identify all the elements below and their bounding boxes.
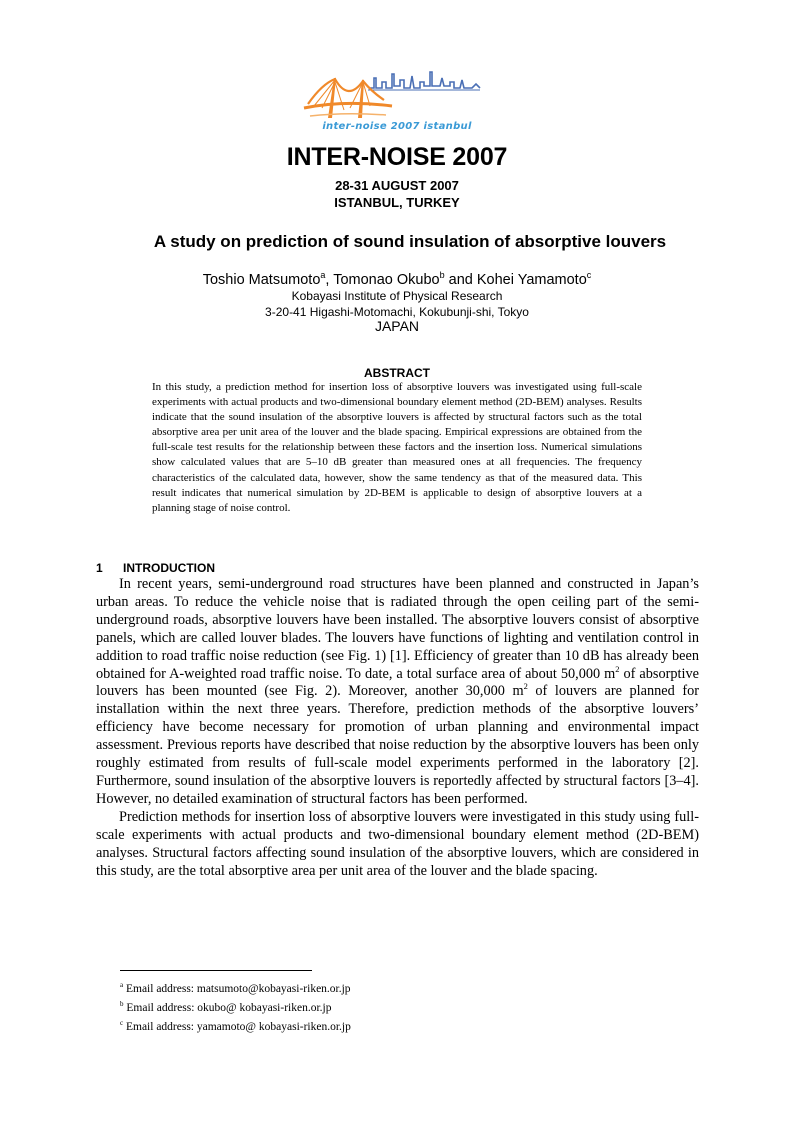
superscript: 2 (615, 663, 620, 674)
section-title: INTRODUCTION (123, 561, 215, 575)
footnote-mark: b (120, 999, 124, 1008)
country: JAPAN (374, 318, 420, 334)
superscript: 2 (523, 681, 528, 692)
affiliation: Kobayasi Institute of Physical Research (291, 289, 503, 303)
paper-title: A study on prediction of sound insulation of absorptive louvers (153, 232, 667, 251)
abstract-text: In this study, a prediction method for insertion loss of absorptive louvers was investigated using full-scale experiments with actual products and two-dimensional boundary element method (2D-BEM) analyses. Results indicate that the sound insulation of the absorptive louvers is affected by structural factors such as the total absorptive area per unit area of the louver and the blade spacing. Empirical expressions are obtained from the full-scale test results for the relationship between these factors and the insertion loss. Numerical simulations show calculated values that are 5–10 dB greater than measured ones at all frequencies. The frequency characteristics of the calculated data, however, show the same tendency as that of the measured data. This result indicates that numerical simulation by 2D-BEM is applicable to design of absorptive louvers at a planning stage of noise control. (152, 381, 642, 514)
paragraph-text: of absorptive louvers has been mounted (see Fig. 2). Moreover, another 30,000 m (96, 665, 699, 700)
logo-caption: inter-noise 2007 istanbul (322, 121, 472, 132)
footnote-divider (120, 970, 312, 971)
footnote-text: Email address: yamamoto@ kobayasi-riken.or.jp (123, 1020, 351, 1033)
paragraph: Prediction methods for insertion loss of absorptive louvers were investigated in this study using full-scale experiments with actual products and two-dimensional boundary element method (2D-BEM) analyses. Structural factors affecting sound insulation of the absorptive louvers, which are considered in this study, are the total absorptive area per unit area of the louver and the blade spacing. (96, 808, 699, 879)
author-name: Kohei Yamamoto (476, 271, 587, 288)
conference-dates: 28-31 AUGUST 2007 (335, 178, 459, 193)
footnote-mark: a (120, 981, 124, 989)
author-list (0, 270, 794, 288)
conference-title: INTER-NOISE 2007 (286, 143, 508, 171)
author-mark: c (586, 270, 592, 280)
footnote-text: Email address: okubo@ kobayasi-riken.or.jp (123, 1001, 332, 1014)
paragraph-text: In recent years, semi-underground road structures have been planned and constructed in Japan’s urban areas. To reduce the vehicle noise that is radiated through the open ceiling part of the semi-underground roads, absorptive louvers have been installed. The absorptive louvers consist of absorptive panels, which are called louver blades. The louvers have functions of lighting and ventilation control in addition to road traffic noise reduction (see Fig. 1) [1]. Efficiency of greater than 10 dB has already been obtained for A-weighted road traffic noise. To date, a total surface area of about 50,000 m (96, 576, 699, 682)
section-number: 1 (96, 561, 103, 575)
paragraph (96, 576, 699, 809)
author-name: Tomonao Okubo (333, 271, 440, 288)
paragraph-text: of louvers are planned for installation within the next three years. Therefore, prediction methods of the absorptive louvers’ efficiency have become necessary for promotion of urban planning and environmental impact assessment. Previous reports have described that noise reduction by the absorptive louvers has been only roughly estimated from results of full-scale model experiments performed in the laboratory [2]. Furthermore, sound insulation of the absorptive louvers is reportedly affected by structural factors [3–4]. However, no detailed examination of structural factors has been performed. (96, 683, 699, 807)
address: 3-20-41 Higashi-Motomachi, Kokubunji-shi, Tokyo (265, 305, 529, 319)
footnote-mark: c (120, 1018, 124, 1027)
conference-location: ISTANBUL, TURKEY (334, 195, 460, 210)
author-name: Toshio Matsumoto (202, 271, 321, 288)
footnotes (120, 978, 351, 1034)
author-mark: b (439, 270, 445, 280)
section-heading (96, 561, 215, 575)
author-mark: a (320, 270, 326, 280)
abstract-heading: ABSTRACT (364, 366, 430, 380)
footnote (120, 997, 351, 1016)
footnote (120, 978, 351, 997)
footnote-text: Email address: matsumoto@kobayasi-riken.or.jp (123, 982, 351, 995)
bridge-logo-icon (300, 66, 490, 124)
author-separator: and (444, 271, 477, 288)
footnote (120, 1016, 351, 1035)
author-separator: , (325, 271, 334, 288)
section-body (96, 576, 699, 880)
